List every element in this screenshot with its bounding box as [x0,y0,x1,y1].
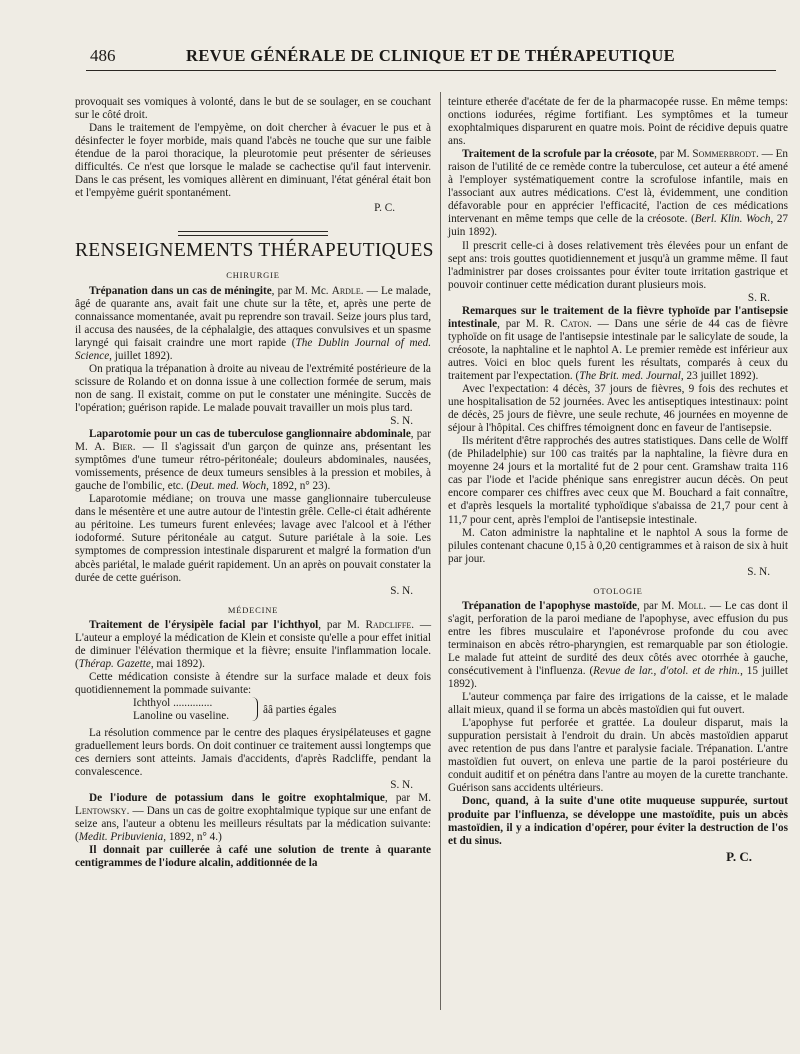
paragraph: Avec l'expectation: 4 décès, 37 jours de fièvres, 9 fois des rechutes et une hospitalisation de 52 journées. Avec les antiseptiques intestinaux: point de décès, 25 jours de fièvre, une seule rechute, 46 journées en moyenne de séjour à l'hôpital. Ces chiffres témoignent donc en faveur de l'antisepsie. [448,383,788,435]
right-column [448,96,788,867]
formula-line: Lanoline ou vaseline. [133,709,229,722]
article-reference: Thérap. Gazette [78,657,151,670]
page-header [86,44,776,71]
article-title: Trépanation de l'apophyse mastoïde [462,599,637,612]
signature: P. C. [374,202,395,215]
article-author: Moll [677,599,704,612]
paragraph: Cette médication consiste à étendre sur la surface malade et deux fois quotidiennement la pommade suivante: [75,670,431,696]
signature: P. C. [726,848,752,864]
section-title: RENSEIGNEMENTS THÉRAPEUTIQUES [75,240,434,262]
brace-symbol [251,697,258,721]
paragraph: Ils méritent d'être rapprochés des autres statistiques. Dans celle de Wolff (de Philadelphie) sur 100 cas traités par la naphtaline, la fièvre dura en moyenne 24 jours et la mortalité fut de 2 pour cent. Gramshaw traita 116 cas par l'iode et l'acide phénique sans enregistrer aucun décès. On peut encore comparer ces chiffres avec ceux que M. Bouchard a fait connaître, et d'après lesquels la mortalité typhoïdique s'abaissa de 21,7 pour cent à 11,7 pour cent, après l'emploi de l'antisepsie intestinale. [448,435,788,526]
article-paragraph: Remarques sur le traitement de la fièvre typhoïde par l'antisepsie intestinale, par M. R. Caton. — Dans une série de 44 cas de fièvre typhoïde on fit usage de l'antisepsie intestinale par le salicylate de soude, la créosote, la naphtaline et le naphtol A. Le premier remède est inférieur aux autres. Voici en bloc quels furent les résultats, comparés à ceux du traitement par l'expectation. (The Brit. med. Journal, 23 juillet 1892). [448,304,788,382]
article-paragraph: De l'iodure de potassium dans le goitre exophtalmique, par M. Lentowsky. — Dans un cas de goitre exophtalmique typique sur une enfant de seize ans, l'auteur a obtenu les meilleurs résultats par la médication suivante: (Medit. Pribuvienia, 1892, n° 4.) [75,792,431,844]
paragraph: provoquait ses vomiques à volonté, dans le but de se soulager, en se couchant sur le côté droit. [75,96,431,122]
article-title: Traitement de la scrofule par la créosote [462,148,655,161]
subsection-heading: OTOLOGIE [593,585,643,596]
article-author: Caton [560,317,589,330]
paragraph: Donc, quand, à la suite d'une otite muqueuse suppurée, surtout produite par l'influenza, se développe une mastoïdite, puis un abcès mastoïdien, il y a indication d'opérer, pour éviter la destruction de l'os et du sinus. [448,795,788,847]
article-reference: Deut. med. Woch [190,480,267,493]
article-author: Lentowsky [75,805,127,818]
signature: S. N. [747,565,770,578]
paragraph: Il prescrit celle-ci à doses relativement très élevées pour un enfant de sept ans: trois gouttes quotidiennement et jusqu'à un gramme même. Il faut l'administrer par doses croissantes pour éviter toute irritation gastrique et pouvoir continuer cette médication durant plusieurs mois. [448,239,788,291]
paragraph: teinture etherée d'acétate de fer de la pharmacopée russe. En même temps: onctions iodurées, régime fortifiant. Les symptômes et la tumeur exophtalmiques disparurent en quatre mois. Point de récidive depuis quatre ans. [448,96,788,148]
article-paragraph: Traitement de la scrofule par la créosote, par M. Sommerbrodt. — En raison de l'utilité de ce remède contre la tuberculose, cet auteur a été amené à l'employer systématiquement contre la scrofulose infantile, mais en l'associant aux autres médications. C'est là, évidemment, une condition défavorable pour en apprécier l'efficacité, l'action de ces médications intervenant en même temps que celle de la créosote. (Berl. Klin. Woch, 27 juin 1892). [448,148,789,239]
article-paragraph: Traitement de l'érysipèle facial par l'ichthyol, par M. Radcliffe. — L'auteur a employé la médication de Klein et consiste qu'elle a pour effet initial de diminuer l'élévation thermique et la fièvre; ensuite l'inflammation locale. (Thérap. Gazette, mai 1892). [75,618,431,670]
article-author: Radcliffe [365,618,412,631]
article-reference: The Brit. med. Journal [579,369,681,382]
article-author: Sommerbrodt [692,148,756,161]
left-column [75,96,434,870]
article-reference: Berl. Klin. Woch [694,213,771,226]
article-title: De l'iodure de potassium dans le goitre exophtalmique [89,792,385,805]
paragraph: On pratiqua la trépanation à droite au niveau de l'extrémité postérieure de la scissure de Rolando et on donna issue à une collection formée de serum, mais non de sang. Il existait, comme on put le constater une méningite. Succès de l'opération; guérison rapide. Le malade pouvait travailler un mois plus tard. [75,362,431,414]
article-title: Laparotomie pour un cas de tuberculose ganglionnaire abdominale [89,428,411,441]
section-rule [178,231,328,236]
paragraph: La résolution commence par le centre des plaques érysipélateuses et gagne graduellement leurs bords. On doit continuer ce traitement aussi longtemps que ces derniers sont atteints. Jamais d'accidents, d'après Radcliffe, pendant la convalescence. [75,726,431,779]
article-title: Traitement de l'érysipèle facial par l'ichthyol [89,618,319,631]
article-author: Ardle [331,284,361,297]
article-paragraph: Laparotomie pour un cas de tuberculose ganglionnaire abdominale, par M. A. Bier. — Il s'agissait d'un garçon de quinze ans, présentant les symptômes d'une tumeur rétro-péritonéale; douleurs abdominales, nausées, vomissements, présence de deux tumeurs sensibles à la pression et mobiles, à gauche de l'ombilic, etc. (Deut. med. Woch, 1892, n° 23). [75,428,431,493]
subsection-heading: CHIRURGIE [226,270,280,281]
running-title: REVUE GÉNÉRALE DE CLINIQUE ET DE THÉRAPEUTIQUE [186,46,676,65]
signature: S. R. [747,291,770,304]
article-reference: Revue de lar., d'otol. et de rhin. [593,665,741,678]
prescription-formula [75,697,431,725]
formula-dose: ââ parties égales [263,703,337,716]
article-title: Trépanation dans un cas de méningite [89,284,272,297]
subsection-heading: MÉDECINE [227,604,279,615]
paragraph: Dans le traitement de l'empyème, on doit chercher à évacuer le pus et à désinfecter le foyer morbide, mais quand l'abcès ne touche que sur une faible étendue de la paroi thoracique, la pleurotomie peut présenter de sérieuses difficultés. Ce n'est que lorsque le malade se cachectise qu'il faut intervenir. Dans le cas présent, les vomiques allèrent en diminuant, l'état général était bon et l'empyème guérit spontanément. [75,122,431,200]
article-author: Bier [112,441,133,454]
page-number: 486 [90,46,116,65]
paragraph: L'auteur commença par faire des irrigations de la caisse, et le malade allait mieux, quand il se forma un abcès mastoïdien qui fut ouvert. [448,691,788,717]
column-divider [440,92,441,1010]
signature: S. N. [390,414,413,427]
article-reference: The Dublin Journal of med. Science [75,336,431,362]
article-title: Remarques sur le traitement de la fièvre typhoïde par l'antisepsie intestinale [448,304,788,330]
paragraph: M. Caton administre la naphtaline et le naphtol A sous la forme de pilules contenant chacune 0,15 à 0,20 centigrammes et à raison de six à huit par jour. [448,526,788,565]
article-reference: Medit. Pribuvienia [78,831,164,844]
signature: S. N. [390,779,413,792]
article-paragraph: Trépanation dans un cas de méningite, par M. Mc. Ardle. — Le malade, âgé de quarante ans, avait fait une chute sur la tête, et, après une perte de connaissance momentanée, avait pu reprendre son travail. Seize jours plus tard, il accusa des nausées, de la céphalalgie, des attaques convulsives et un spasme laryngé qui faisait craindre une mort rapide (The Dublin Journal of med. Science, juillet 1892). [75,284,431,362]
formula-line: Ichthyol .............. [133,696,213,709]
paragraph: Il donnait par cuillerée à café une solution de trente à quarante centigrammes de l'iodure alcalin, additionnée de la [75,844,431,870]
article-paragraph: Trépanation de l'apophyse mastoïde, par M. Moll. — Le cas dont il s'agit, perforation de la paroi mediane de l'apophyse, avec effusion du pus entre les fibres musculaire et l'aponévrose profonde du cou avec terminaison en abcès rétro-pharyngien, est remarquable par son étiologie. Le malade fut atteint de surdité des deux côtés avec otorrhée à gauche, consécutivement à l'influenza. (Revue de lar., d'otol. et de rhin., 15 juillet 1892). [448,599,788,691]
paragraph: Laparotomie médiane; on trouva une masse ganglionnaire tuberculeuse dans le mésentère et une autre autour de l'intestin grêle. Celle-ci était adhérente au péritoine. Les tumeurs furent enlevées; lavage avec l'alcool et à l'éther iodoformé. Suture péritonéale au catgut. Suture pariétale à la soie. Les symptomes de compression intestinale disparurent et malgré la formation d'un abcès pariétal, le malade guérit rapidement. Un an après on pouvait constater la durée de cette guérison. [75,493,431,584]
signature: S. N. [390,584,413,597]
paragraph: L'apophyse fut perforée et grattée. La douleur disparut, mais la suppuration persistait à l'endroit du drain. Un abcès mastoïdien apparut avec retention de pus dans l'antre et paralysie faciale. Trépanation. L'antre mastoïdien fut ouvert, on enleva une partie de la paroi postérieure du conduit auditif et on pénétra dans l'antre au moyen de la curette tranchante. Guérison sans accidents ultérieurs. [448,717,788,795]
